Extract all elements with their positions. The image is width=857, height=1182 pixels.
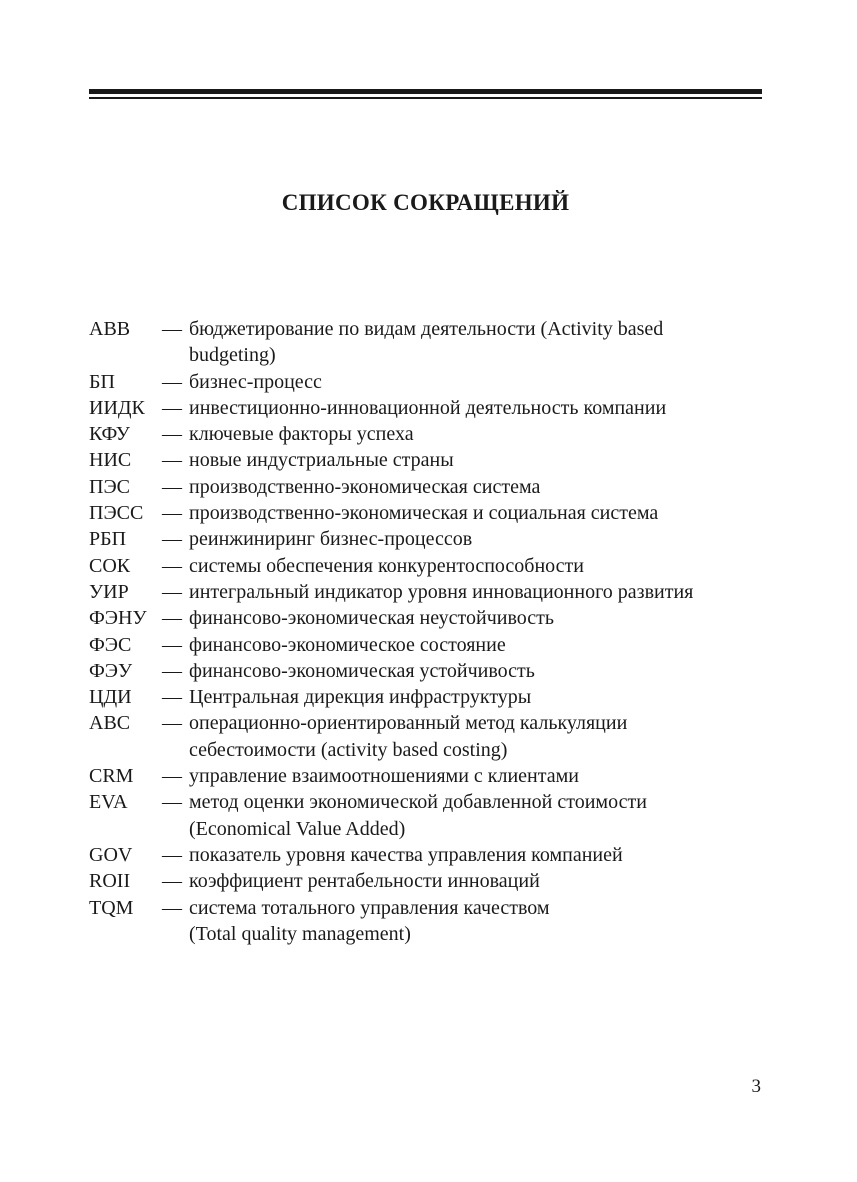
abbreviation-dash: — [162,554,182,577]
abbreviation-dash: — [162,580,182,603]
abbreviation-term: ABC [89,712,131,735]
abbreviation-row [89,763,769,789]
abbreviation-definition: управление взаимоотношениями с клиентами [189,765,579,788]
abbreviation-dash: — [162,449,182,472]
abbreviation-dash: — [162,686,182,709]
abbreviation-dash: — [162,712,182,735]
abbreviation-definition: бизнес-процесс [189,370,322,393]
abbreviation-definition: инвестиционно-инновационной деятельность компании [189,396,667,419]
abbreviation-term: КФУ [89,423,130,446]
abbreviation-definition: системы обеспечения конкурентоспособности [189,554,584,577]
abbreviation-row [89,658,769,684]
abbreviation-dash: — [162,633,182,656]
abbreviation-dash: — [162,607,182,630]
abbreviation-row [89,553,769,579]
abbreviation-row [89,369,769,395]
abbreviation-term: НИС [89,449,132,472]
abbreviation-row [89,684,769,710]
abbreviation-term: УИР [89,580,129,603]
abbreviation-dash: — [162,765,182,788]
abbreviation-definition: коэффициент рентабельности инноваций [189,870,540,893]
abbreviation-dash: — [162,791,182,814]
abbreviation-dash: — [162,870,182,893]
abbreviation-term: СОК [89,554,131,577]
header-rule-thick [89,89,762,94]
page-title: СПИСОК СОКРАЩЕНИЙ [281,190,570,215]
abbreviation-row [89,395,769,421]
abbreviation-row [89,868,769,894]
abbreviation-definition: интегральный индикатор уровня инновационного развития [189,580,694,603]
abbreviation-term: ФЭНУ [89,607,147,630]
abbreviation-row [89,447,769,473]
abbreviation-dash: — [162,370,182,393]
abbreviation-row [89,842,769,868]
abbreviation-dash: — [162,843,182,866]
page-number: 3 [751,1076,761,1097]
abbreviation-definition: показатель уровня качества управления компанией [189,843,623,866]
abbreviation-dash: — [162,502,182,525]
abbreviation-term: БП [89,370,115,393]
abbreviation-definition: реинжиниринг бизнес-процессов [189,528,473,551]
abbreviation-dash: — [162,396,182,419]
abbreviation-row [89,605,769,631]
abbreviation-term: ФЭС [89,633,132,656]
abbreviation-row [89,710,769,763]
abbreviation-dash: — [162,896,182,919]
abbreviation-term: ЦДИ [89,686,132,709]
abbreviation-dash: — [162,528,182,551]
abbreviation-definition: метод оценки экономической добавленной стоимости (Economical Value Added) [189,791,647,840]
abbreviation-row [89,526,769,552]
abbreviation-term: ABB [89,318,131,340]
abbreviation-definition: операционно-ориентированный метод калькуляции себестоимости (activity based costing) [189,712,628,761]
abbreviation-term: CRM [89,765,134,788]
abbreviation-term: ПЭС [89,475,130,498]
abbreviation-row [89,316,769,369]
abbreviation-list [89,316,769,947]
abbreviation-row [89,579,769,605]
abbreviation-definition: ключевые факторы успеха [189,423,414,446]
abbreviation-row [89,895,769,948]
abbreviation-definition: бюджетирование по видам деятельности (Activity based budgeting) [189,318,664,367]
abbreviation-dash: — [162,659,182,682]
abbreviation-definition: финансово-экономическая устойчивость [189,659,535,682]
abbreviation-term: ROII [89,870,131,893]
abbreviation-term: ИИДК [89,396,145,419]
abbreviation-row [89,474,769,500]
abbreviation-row [89,789,769,842]
abbreviation-dash: — [162,475,182,498]
abbreviation-row [89,500,769,526]
abbreviation-term: ПЭСС [89,502,144,525]
abbreviation-row [89,632,769,658]
abbreviation-term: EVA [89,791,128,814]
abbreviation-row [89,421,769,447]
abbreviation-term: GOV [89,843,133,866]
header-rule-thin [89,97,762,99]
abbreviation-term: TQM [89,896,134,919]
abbreviation-definition: новые индустриальные страны [189,449,454,472]
abbreviation-definition: производственно-экономическая и социальная система [189,502,659,525]
abbreviation-term: РБП [89,528,127,551]
abbreviation-definition: финансово-экономическое состояние [189,633,506,656]
abbreviation-dash: — [162,318,182,340]
abbreviation-definition: система тотального управления качеством (Total quality management) [189,896,550,945]
abbreviation-dash: — [162,423,182,446]
abbreviation-definition: финансово-экономическая неустойчивость [189,607,554,630]
abbreviation-term: ФЭУ [89,659,133,682]
abbreviation-definition: производственно-экономическая система [189,475,541,498]
abbreviation-definition: Центральная дирекция инфраструктуры [189,686,532,709]
